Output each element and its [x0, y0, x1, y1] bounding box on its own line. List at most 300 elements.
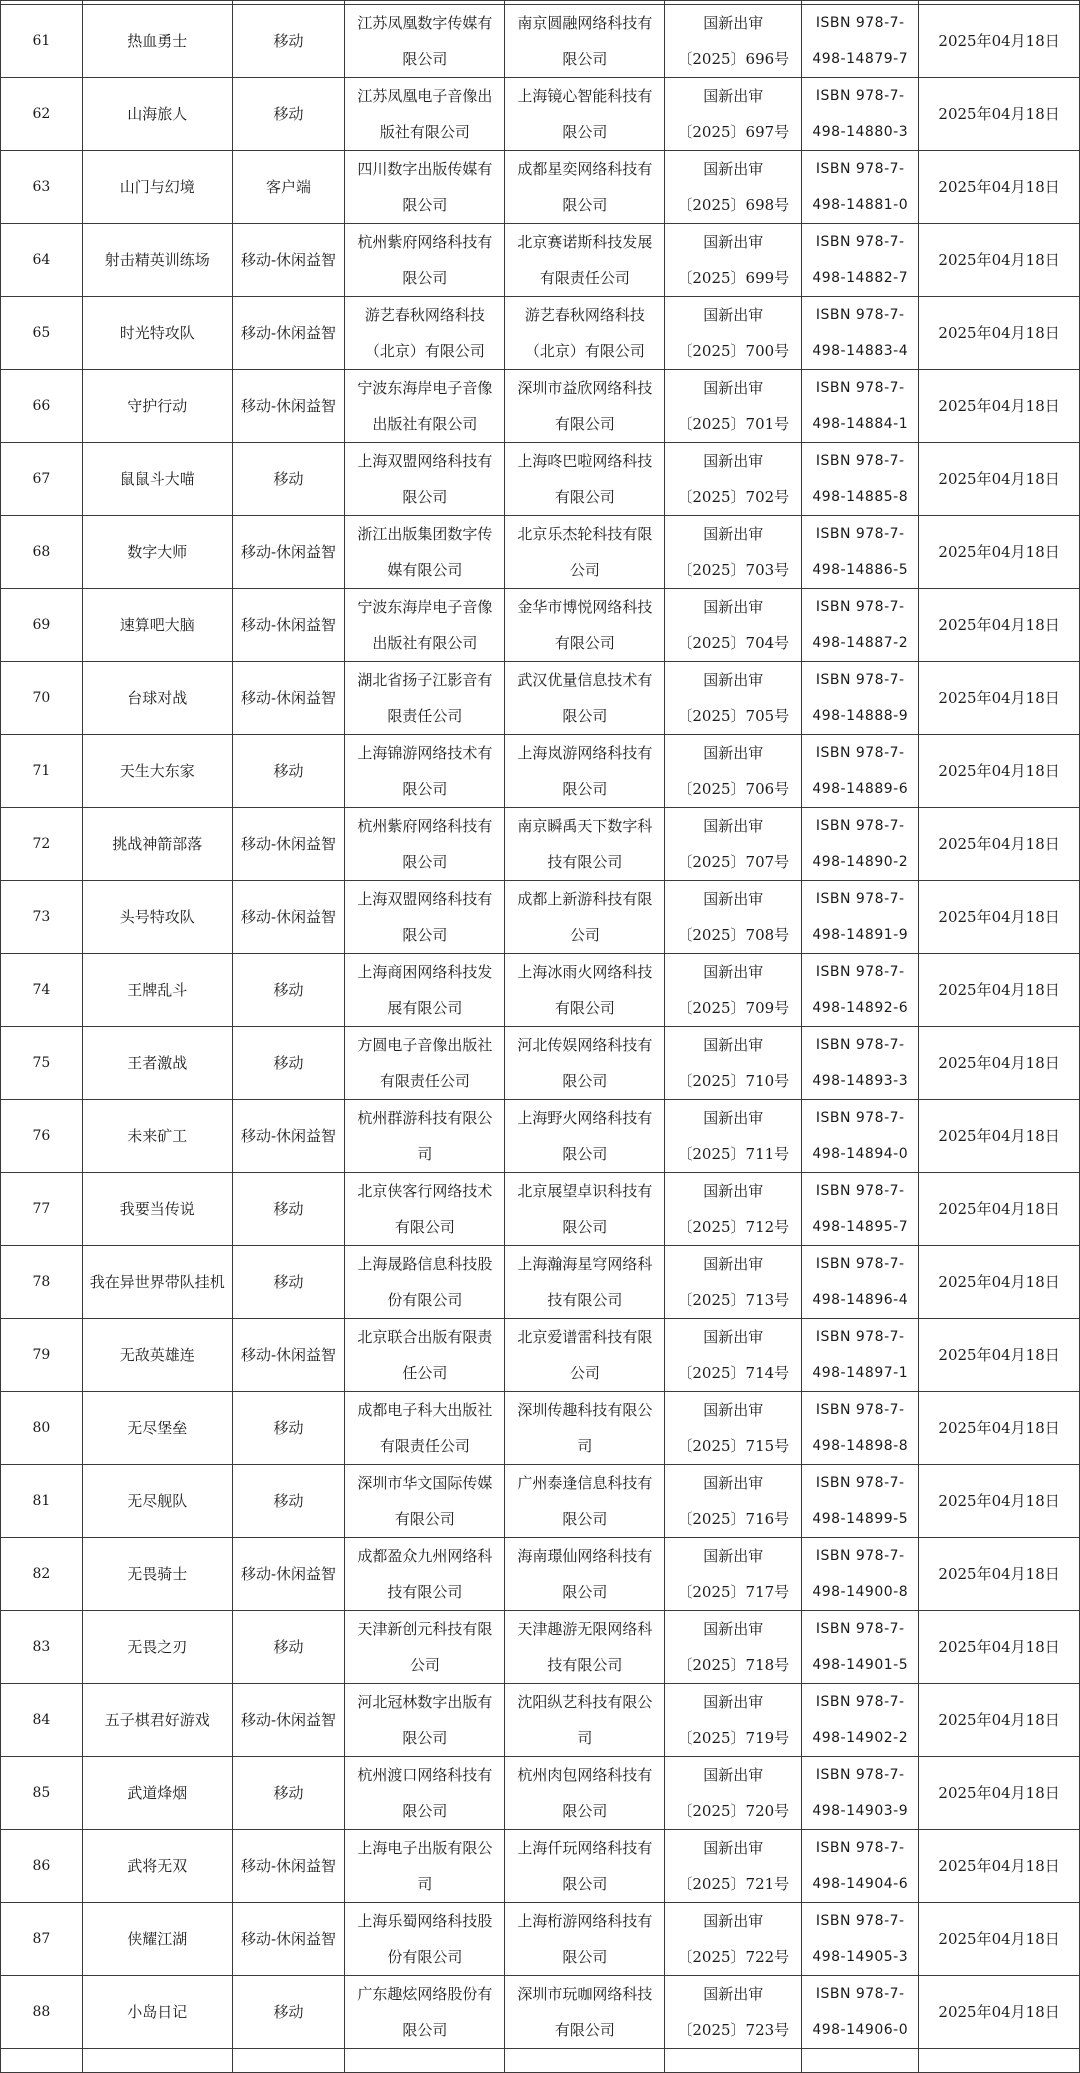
approval-number [665, 1319, 802, 1392]
publisher [345, 516, 505, 589]
publisher-line: 上海锦游网络技术有 [357, 744, 493, 762]
approval-date: 2025年04月18日 [919, 516, 1080, 589]
isbn-line: 498-14894-0 [812, 1146, 909, 1162]
approval-number-line: 〔2025〕706号 [677, 780, 790, 798]
operator-line: 南京瞬禹天下数字科 [517, 817, 653, 835]
game-type: 移动-休闲益智 [232, 1684, 345, 1757]
publisher-line: 限公司 [402, 50, 448, 68]
isbn-line: ISBN 978-7- [815, 672, 905, 688]
publisher [345, 1246, 505, 1319]
row-number: 63 [1, 151, 83, 224]
publisher [345, 5, 505, 78]
publisher [345, 151, 505, 224]
publisher [345, 1027, 505, 1100]
table-row [1, 1757, 1080, 1830]
operator-line: 深圳市玩咖网络科技 [517, 1985, 653, 2003]
operator-line: 限公司 [562, 1510, 608, 1528]
isbn-line: 498-14897-1 [812, 1365, 909, 1381]
isbn-line: ISBN 978-7- [815, 1840, 905, 1856]
isbn-line: 498-14898-8 [812, 1438, 909, 1454]
operator [505, 954, 665, 1027]
approval-number-line: 国新出审 [703, 14, 764, 32]
game-name: 速算吧大脑 [82, 589, 232, 662]
table-row [1, 1538, 1080, 1611]
operator [505, 297, 665, 370]
operator-line: 限公司 [562, 1875, 608, 1893]
publisher-line: 有限责任公司 [379, 1437, 470, 1455]
approval-number-line: 〔2025〕714号 [677, 1364, 790, 1382]
operator [505, 662, 665, 735]
game-type: 移动 [232, 1173, 345, 1246]
approval-number-line: 国新出审 [703, 1766, 764, 1784]
approval-date: 2025年04月18日 [919, 1392, 1080, 1465]
publisher-line: 湖北省扬子江影音有 [357, 671, 493, 689]
operator-line: 技有限公司 [547, 1656, 623, 1674]
isbn [802, 589, 919, 662]
approval-date: 2025年04月18日 [919, 1465, 1080, 1538]
operator [505, 1976, 665, 2049]
row-number: 77 [1, 1173, 83, 1246]
approval-number [665, 1465, 802, 1538]
row-number: 71 [1, 735, 83, 808]
operator-line: 限公司 [562, 196, 608, 214]
game-name: 未来矿工 [82, 1100, 232, 1173]
publisher [345, 1538, 505, 1611]
approval-date: 2025年04月18日 [919, 1538, 1080, 1611]
game-name: 头号特攻队 [82, 881, 232, 954]
operator-line: 司 [577, 1729, 593, 1747]
isbn-line: 498-14891-9 [812, 927, 909, 943]
publisher-line: 限公司 [402, 1802, 448, 1820]
isbn-line: ISBN 978-7- [815, 1183, 905, 1199]
row-number: 66 [1, 370, 83, 443]
isbn-line: 498-14879-7 [812, 51, 909, 67]
approval-date: 2025年04月18日 [919, 1246, 1080, 1319]
operator-line: 司 [577, 1437, 593, 1455]
publisher-line: 限公司 [402, 2021, 448, 2039]
publisher-line: 司 [417, 1875, 433, 1893]
row-number: 79 [1, 1319, 83, 1392]
game-name: 台球对战 [82, 662, 232, 735]
publisher-line: 限公司 [402, 196, 448, 214]
game-type: 移动 [232, 5, 345, 78]
game-name: 我要当传说 [82, 1173, 232, 1246]
operator-line: 上海岚游网络科技有 [517, 744, 653, 762]
publisher [345, 297, 505, 370]
table-row [1, 1246, 1080, 1319]
table-row [1, 1830, 1080, 1903]
isbn-line: ISBN 978-7- [815, 380, 905, 396]
row-number: 68 [1, 516, 83, 589]
isbn [802, 808, 919, 881]
approval-number-line: 国新出审 [703, 1620, 764, 1638]
approval-number-line: 国新出审 [703, 1547, 764, 1565]
row-number: 64 [1, 224, 83, 297]
publisher [345, 1100, 505, 1173]
approval-number-line: 国新出审 [703, 160, 764, 178]
approval-number-line: 〔2025〕701号 [677, 415, 790, 433]
publisher [345, 662, 505, 735]
row-number: 87 [1, 1903, 83, 1976]
publisher-line: 深圳市华文国际传媒 [357, 1474, 493, 1492]
isbn [802, 297, 919, 370]
isbn-line: 498-14899-5 [812, 1511, 909, 1527]
isbn-line: ISBN 978-7- [815, 234, 905, 250]
isbn-line: ISBN 978-7- [815, 1037, 905, 1053]
row-number: 85 [1, 1757, 83, 1830]
operator [505, 1903, 665, 1976]
operator-line: 北京赛诺斯科技发展 [517, 233, 653, 251]
isbn [802, 1611, 919, 1684]
isbn-line: 498-14884-1 [812, 416, 909, 432]
operator-line: 杭州肉包网络科技有 [517, 1766, 653, 1784]
publisher [345, 1757, 505, 1830]
game-type: 移动-休闲益智 [232, 1319, 345, 1392]
game-type: 移动-休闲益智 [232, 808, 345, 881]
operator [505, 881, 665, 954]
game-type: 移动 [232, 1027, 345, 1100]
publisher-line: 杭州紫府网络科技有 [357, 817, 493, 835]
operator [505, 443, 665, 516]
publisher [345, 78, 505, 151]
approval-number-line: 〔2025〕712号 [677, 1218, 790, 1236]
approval-date: 2025年04月18日 [919, 1100, 1080, 1173]
publisher-line: 杭州渡口网络科技有 [357, 1766, 493, 1784]
table-row [1, 881, 1080, 954]
operator-line: 限公司 [562, 1583, 608, 1601]
approval-date: 2025年04月18日 [919, 1173, 1080, 1246]
approval-date: 2025年04月18日 [919, 1027, 1080, 1100]
game-type: 移动 [232, 1392, 345, 1465]
isbn-line: 498-14895-7 [812, 1219, 909, 1235]
publisher-line: 媒有限公司 [387, 561, 463, 579]
publisher-line: 成都盈众九州网络科 [357, 1547, 493, 1565]
approval-date: 2025年04月18日 [919, 1684, 1080, 1757]
game-name: 武将无双 [82, 1830, 232, 1903]
approval-number-line: 国新出审 [703, 817, 764, 835]
publisher-line: 上海商困网络科技发 [357, 963, 493, 981]
approval-number-line: 国新出审 [703, 452, 764, 470]
publisher-line: 版社有限公司 [379, 123, 470, 141]
publisher-line: 上海双盟网络科技有 [357, 890, 493, 908]
isbn-line: ISBN 978-7- [815, 15, 905, 31]
table-row-cut-bottom [1, 2049, 1080, 2073]
table-row [1, 516, 1080, 589]
approval-number-line: 国新出审 [703, 598, 764, 616]
table-row [1, 1465, 1080, 1538]
isbn-line: 498-14883-4 [812, 343, 909, 359]
game-name: 无畏之刃 [82, 1611, 232, 1684]
publisher-line: 份有限公司 [387, 1948, 463, 1966]
isbn [802, 954, 919, 1027]
row-number: 70 [1, 662, 83, 735]
table-row [1, 808, 1080, 881]
operator-line: 游艺春秋网络科技 [524, 306, 645, 324]
approval-number-line: 〔2025〕710号 [677, 1072, 790, 1090]
row-number: 81 [1, 1465, 83, 1538]
operator-line: 限公司 [562, 1072, 608, 1090]
approval-number-line: 国新出审 [703, 1401, 764, 1419]
isbn-line: ISBN 978-7- [815, 1256, 905, 1272]
approval-date: 2025年04月18日 [919, 589, 1080, 662]
game-name: 小岛日记 [82, 1976, 232, 2049]
game-type: 移动-休闲益智 [232, 1100, 345, 1173]
approval-number [665, 662, 802, 735]
row-number: 82 [1, 1538, 83, 1611]
approval-number-line: 〔2025〕713号 [677, 1291, 790, 1309]
publisher [345, 1903, 505, 1976]
operator-line: 限公司 [562, 1802, 608, 1820]
approval-number-line: 国新出审 [703, 87, 764, 105]
table-row [1, 1319, 1080, 1392]
isbn-line: ISBN 978-7- [815, 1913, 905, 1929]
game-type: 移动 [232, 443, 345, 516]
operator-line: 沈阳纵艺科技有限公 [517, 1693, 653, 1711]
isbn-line: 498-14896-4 [812, 1292, 909, 1308]
approval-number [665, 589, 802, 662]
isbn [802, 1903, 919, 1976]
approval-number-line: 国新出审 [703, 1182, 764, 1200]
operator [505, 735, 665, 808]
approval-date: 2025年04月18日 [919, 662, 1080, 735]
operator-line: 深圳传趣科技有限公 [517, 1401, 653, 1419]
operator-line: 限公司 [562, 1218, 608, 1236]
publisher-line: 四川数字出版传媒有 [357, 160, 493, 178]
row-number: 75 [1, 1027, 83, 1100]
approval-number [665, 370, 802, 443]
isbn-line: 498-14887-2 [812, 635, 909, 651]
publisher-line: 游艺春秋网络科技 [364, 306, 485, 324]
row-number: 88 [1, 1976, 83, 2049]
approval-number-line: 国新出审 [703, 1912, 764, 1930]
approval-number-line: 〔2025〕703号 [677, 561, 790, 579]
operator-line: 有限公司 [554, 415, 615, 433]
publisher-line: 宁波东海岸电子音像 [357, 379, 493, 397]
game-name: 数字大师 [82, 516, 232, 589]
operator-line: 上海瀚海星穹网络科 [517, 1255, 653, 1273]
game-type: 移动-休闲益智 [232, 516, 345, 589]
operator [505, 1027, 665, 1100]
game-name: 守护行动 [82, 370, 232, 443]
approval-number-line: 〔2025〕708号 [677, 926, 790, 944]
isbn-line: 498-14901-5 [812, 1657, 909, 1673]
isbn-line: ISBN 978-7- [815, 1694, 905, 1710]
approval-date: 2025年04月18日 [919, 1611, 1080, 1684]
operator [505, 224, 665, 297]
game-type: 移动-休闲益智 [232, 224, 345, 297]
isbn-line: 498-14904-6 [812, 1876, 909, 1892]
row-number: 78 [1, 1246, 83, 1319]
approval-date: 2025年04月18日 [919, 297, 1080, 370]
publisher [345, 1319, 505, 1392]
operator-line: 有限责任公司 [539, 269, 630, 287]
operator [505, 5, 665, 78]
isbn [802, 1684, 919, 1757]
row-number: 84 [1, 1684, 83, 1757]
approval-number-line: 〔2025〕715号 [677, 1437, 790, 1455]
operator [505, 1538, 665, 1611]
operator-line: 有限公司 [554, 2021, 615, 2039]
approval-number-line: 国新出审 [703, 1036, 764, 1054]
table-row [1, 78, 1080, 151]
publisher-line: 有限公司 [394, 1218, 455, 1236]
isbn [802, 516, 919, 589]
publisher-line: 北京联合出版有限责 [357, 1328, 493, 1346]
row-number: 74 [1, 954, 83, 1027]
operator-line: 广州泰逢信息科技有 [517, 1474, 653, 1492]
operator [505, 808, 665, 881]
row-number: 72 [1, 808, 83, 881]
game-type: 移动 [232, 78, 345, 151]
publisher-line: 展有限公司 [387, 999, 463, 1017]
isbn [802, 1319, 919, 1392]
isbn [802, 1830, 919, 1903]
isbn [802, 78, 919, 151]
row-number: 76 [1, 1100, 83, 1173]
publisher-line: 出版社有限公司 [372, 415, 478, 433]
table-row [1, 1027, 1080, 1100]
game-type: 移动-休闲益智 [232, 1538, 345, 1611]
game-type: 移动 [232, 1757, 345, 1830]
game-name: 王牌乱斗 [82, 954, 232, 1027]
approval-number-line: 国新出审 [703, 890, 764, 908]
approval-number-line: 国新出审 [703, 963, 764, 981]
approval-date: 2025年04月18日 [919, 370, 1080, 443]
publisher-line: 杭州紫府网络科技有 [357, 233, 493, 251]
isbn-line: ISBN 978-7- [815, 1329, 905, 1345]
publisher-line: 成都电子科大出版社 [357, 1401, 493, 1419]
approval-date: 2025年04月18日 [919, 1830, 1080, 1903]
approval-number-line: 国新出审 [703, 1474, 764, 1492]
operator-line: 深圳市益欣网络科技 [517, 379, 653, 397]
table-row [1, 1100, 1080, 1173]
operator-line: 有限公司 [554, 634, 615, 652]
publisher-line: 江苏凤凰电子音像出 [357, 87, 493, 105]
table-row [1, 735, 1080, 808]
operator [505, 1319, 665, 1392]
isbn [802, 1246, 919, 1319]
publisher-line: 公司 [409, 1656, 440, 1674]
table-row [1, 5, 1080, 78]
table-row [1, 954, 1080, 1027]
operator [505, 1611, 665, 1684]
operator-line: 有限公司 [554, 488, 615, 506]
row-number: 80 [1, 1392, 83, 1465]
isbn [802, 662, 919, 735]
approval-date: 2025年04月18日 [919, 78, 1080, 151]
approval-number-line: 国新出审 [703, 1985, 764, 2003]
publisher-line: 司 [417, 1145, 433, 1163]
publisher-line: 有限责任公司 [379, 1072, 470, 1090]
operator-line: 成都星奕网络科技有 [517, 160, 653, 178]
approval-number [665, 1903, 802, 1976]
approval-number [665, 1611, 802, 1684]
publisher [345, 1976, 505, 2049]
game-name: 时光特攻队 [82, 297, 232, 370]
table-row [1, 1903, 1080, 1976]
approval-number-line: 国新出审 [703, 671, 764, 689]
isbn-line: ISBN 978-7- [815, 1986, 905, 2002]
approval-number-line: 〔2025〕716号 [677, 1510, 790, 1528]
table-row [1, 151, 1080, 224]
approval-number-line: 国新出审 [703, 306, 764, 324]
operator [505, 516, 665, 589]
approval-number-line: 〔2025〕720号 [677, 1802, 790, 1820]
isbn [802, 224, 919, 297]
isbn [802, 370, 919, 443]
approval-number-line: 〔2025〕711号 [677, 1145, 790, 1163]
operator-line: 金华市博悦网络科技 [517, 598, 653, 616]
approval-number-line: 国新出审 [703, 744, 764, 762]
isbn-line: 498-14882-7 [812, 270, 909, 286]
publisher-line: 份有限公司 [387, 1291, 463, 1309]
game-type: 移动-休闲益智 [232, 1903, 345, 1976]
isbn-line: ISBN 978-7- [815, 1475, 905, 1491]
game-type: 移动 [232, 1465, 345, 1538]
approval-number [665, 516, 802, 589]
game-name: 无畏骑士 [82, 1538, 232, 1611]
isbn-line: ISBN 978-7- [815, 88, 905, 104]
approval-date: 2025年04月18日 [919, 881, 1080, 954]
isbn [802, 5, 919, 78]
publisher-line: 限公司 [402, 269, 448, 287]
approval-number [665, 297, 802, 370]
publisher-line: 上海双盟网络科技有 [357, 452, 493, 470]
publisher-line: 杭州群游科技有限公 [357, 1109, 493, 1127]
operator [505, 370, 665, 443]
game-name: 射击精英训练场 [82, 224, 232, 297]
publisher-line: 河北冠林数字出版有 [357, 1693, 493, 1711]
approval-date: 2025年04月18日 [919, 954, 1080, 1027]
approval-number [665, 735, 802, 808]
game-name: 五子棋君好游戏 [82, 1684, 232, 1757]
table-row [1, 1976, 1080, 2049]
operator-line: 上海冰雨火网络科技 [517, 963, 653, 981]
game-name: 山海旅人 [82, 78, 232, 151]
isbn-line: 498-14906-0 [812, 2022, 909, 2038]
operator-line: 南京圆融网络科技有 [517, 14, 653, 32]
publisher [345, 808, 505, 881]
approval-number [665, 881, 802, 954]
operator [505, 1757, 665, 1830]
publisher-line: 技有限公司 [387, 1583, 463, 1601]
publisher-line: 上海乐蜀网络科技股 [357, 1912, 493, 1930]
publisher-line: 限公司 [402, 926, 448, 944]
game-name: 山门与幻境 [82, 151, 232, 224]
approval-date: 2025年04月18日 [919, 151, 1080, 224]
publisher [345, 954, 505, 1027]
row-number: 86 [1, 1830, 83, 1903]
game-name: 无尽舰队 [82, 1465, 232, 1538]
publisher [345, 735, 505, 808]
game-type: 移动 [232, 735, 345, 808]
operator-line: 限公司 [562, 1948, 608, 1966]
isbn [802, 1027, 919, 1100]
isbn [802, 735, 919, 808]
game-type: 移动 [232, 1246, 345, 1319]
isbn-line: ISBN 978-7- [815, 1548, 905, 1564]
game-type: 移动 [232, 1611, 345, 1684]
approval-number-line: 〔2025〕700号 [677, 342, 790, 360]
approval-number [665, 1757, 802, 1830]
row-number: 83 [1, 1611, 83, 1684]
isbn-line: 498-14890-2 [812, 854, 909, 870]
approval-number-line: 〔2025〕723号 [677, 2021, 790, 2039]
isbn [802, 881, 919, 954]
isbn-line: ISBN 978-7- [815, 818, 905, 834]
approval-number [665, 78, 802, 151]
approval-number-line: 〔2025〕704号 [677, 634, 790, 652]
